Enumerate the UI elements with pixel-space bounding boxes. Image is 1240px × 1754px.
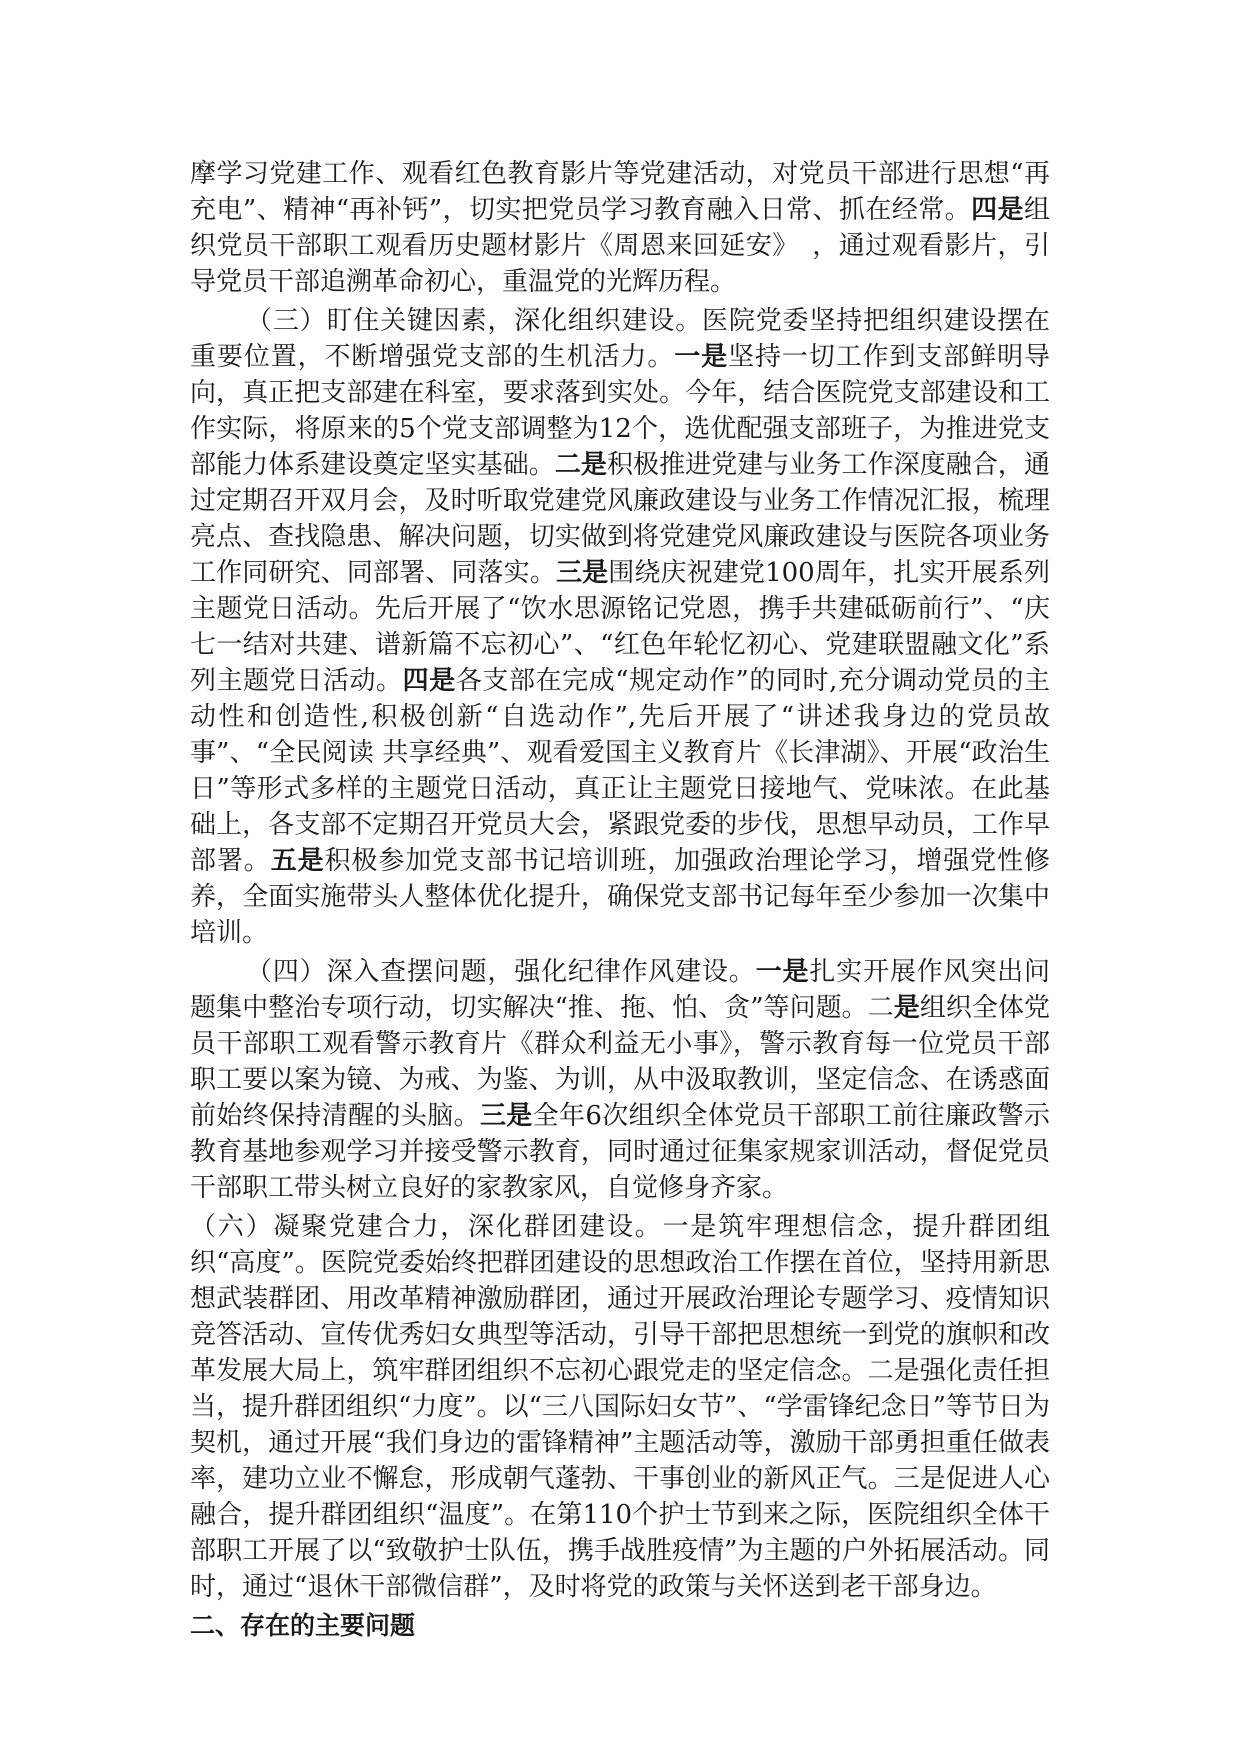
bold-run: 五是: [270, 846, 325, 876]
text-run: 扎实开展作风突出问题集中整治专项行动，切实解决“推、拖、怕、贪”等问题。二: [190, 957, 1050, 1023]
text-run: 组织党员干部职工观看历史题材影片《周恩来回延安》 ，通过观看影片，引导党员干部追溯革命初心，重温党的光辉历程。: [190, 195, 1050, 297]
paragraph: [190, 954, 1050, 1206]
text-run: 坚持一切工作到支部鲜明导向，真正把支部建在科室，要求落到实处。今年，结合医院党支部建设和工作实际，将原来的5个党支部调整为12个，选优配强支部班子，为推进党支部能力体系建设奠定坚实基础。: [190, 342, 1050, 480]
bold-run: 四是: [402, 666, 456, 696]
paragraph: [190, 1209, 1050, 1605]
bold-run: 三是: [479, 1101, 533, 1131]
bold-run: 二是: [554, 450, 607, 480]
paragraph: [190, 156, 1050, 300]
text-run: 组织全体党员干部职工观看警示教育片《群众利益无小事》，警示教育每一位党员干部职工要以案为镜、为戒、为鉴、为训，从中汲取教训，坚定信念、在诱惑面前始终保持清醒的头脑。: [190, 993, 1050, 1131]
bold-run: 一是: [755, 957, 810, 987]
text-run: （六）凝聚党建合力，深化群团建设。一是筑牢理想信念，提升群团组织“高度”。医院党委始终把群团建设的思想政治工作摆在首位，坚持用新思想武装群团、用改革精神激励群团，通过开展政治理论专题学习、疫情知识竞答活动、宣传优秀妇女典型等活动，引导干部把思想统一到党的旗帜和改革发展大局上，筑牢群团组织不忘初心跟党走的坚定信念。二是强化责任担当，提升群团组织“力度”。以“三八国际妇女节”、“学雷锋纪念日”等节日为契机，通过开展“我们身边的雷锋精神”主题活动等，激励干部勇担重任做表率，建功立业不懈怠，形成朝气蓬勃、干事创业的新风正气。三是促进人心融合，提升群团组织“温度”。在第110个护士节到来之际，医院组织全体干部职工开展了以“致敬护士队伍，携手战胜疫情”为主题的户外拓展活动。同时，通过“退休干部微信群”，及时将党的政策与关怀送到老干部身边。: [190, 1212, 1050, 1602]
text-run: 各支部在完成“规定动作”的同时,充分调动党员的主动性和创造性,积极创新“自选动作”,先后开展了“讲述我身边的党员故事”、“全民阅读 共享经典”、观看爱国主义教育片《长津湖》、开展“政治生日”等形式多样的主题党日活动，真正让主题党日接地气、党味浓。在此基础上，各支部不定期召开党员大会，紧跟党委的步伐，思想早动员，工作早部署。: [190, 666, 1050, 876]
text-run: 摩学习党建工作、观看红色教育影片等党建活动，对党员干部进行思想“再充电”、精神“再补钙”，切实把党员学习教育融入日常、抓在经常。: [190, 159, 1050, 225]
document-page: [190, 156, 1050, 1644]
bold-run: 是: [893, 993, 920, 1023]
text-run: （四）深入查摆问题，强化纪律作风建设。: [246, 957, 756, 987]
text-run: 积极参加党支部书记培训班，加强政治理论学习，增强党性修养，全面实施带头人整体优化提升，确保党支部书记每年至少参加一次集中培训。: [190, 846, 1050, 948]
bold-run: 四是: [971, 195, 1024, 225]
section-heading: 二、存在的主要问题: [190, 1611, 416, 1640]
text-run: 围绕庆祝建党100周年，扎实开展系列主题党日活动。先后开展了“饮水思源铭记党恩，携手共建砥砺前行”、“庆七一结对共建、谱新篇不忘初心”、“红色年轮忆初心、党建联盟融文化”系列主题党日活动。: [190, 558, 1050, 696]
bold-run: 三是: [555, 558, 609, 588]
text-run: 全年6次组织全体党员干部职工前往廉政警示教育基地参观学习并接受警示教育，同时通过征集家规家训活动，督促党员干部职工带头树立良好的家教家风，自觉修身齐家。: [190, 1101, 1050, 1203]
text-run: 积极推进党建与业务工作深度融合，通过定期召开双月会，及时听取党建党风廉政建设与业务工作情况汇报，梳理亮点、查找隐患、解决问题，切实做到将党建党风廉政建设与医院各项业务工作同研究、同部署、同落实。: [190, 450, 1050, 588]
paragraph: [190, 303, 1050, 951]
bold-run: 一是: [674, 342, 729, 372]
text-run: （三）盯住关键因素，深化组织建设。医院党委坚持把组织建设摆在重要位置，不断增强党支部的生机活力。: [190, 306, 1050, 372]
